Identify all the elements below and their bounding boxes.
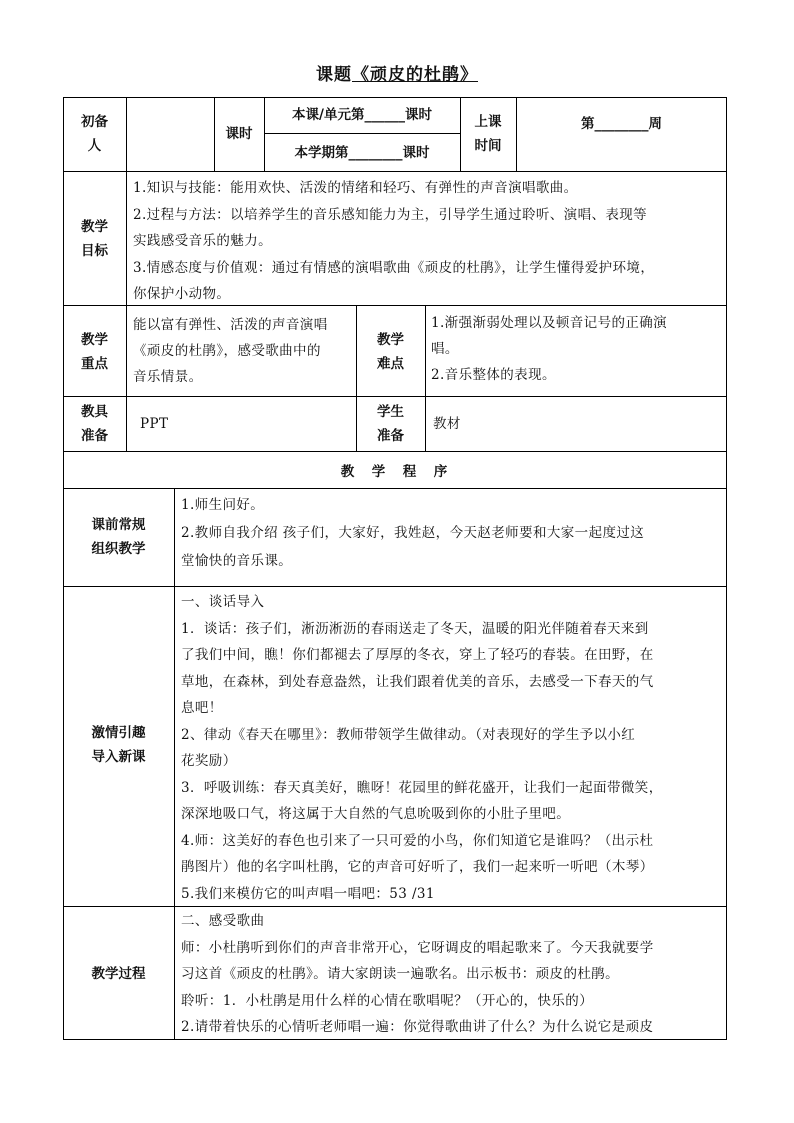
student-materials-value: 教材	[433, 416, 461, 432]
teacher-materials-value: PPT	[140, 416, 169, 432]
row-divider	[63, 488, 727, 489]
objectives-label: 教学 目标	[81, 219, 108, 259]
objectives-text: 1.知识与技能：能用欢快、活泼的情绪和轻巧、有弹性的声音演唱歌曲。 2.过程与方法：以培养学生的音乐感知能力为主，引导学生通过聆听、演唱、表现等 实践感受音乐的魅力。 3.情感态度与价值观：通过有情感的演唱歌曲《顽皮的杜鹃》，让学生懂得爱护环境， 你保护小动物。	[133, 180, 655, 302]
focus-label: 教学 重点	[81, 332, 108, 372]
page-title	[0, 60, 794, 85]
term-period: 本学期第________课时	[294, 145, 430, 161]
title-name: 《顽皮的杜鹃》	[352, 65, 478, 85]
section-text: 一、谈话导入 1．谈话：孩子们，淅沥淅沥的春雨送走了冬天，温暖的阳光伴随着春天来到 了我们中间，瞧！你们都褪去了厚厚的冬衣，穿上了轻巧的春装。在田野，在 草地，在森林，到处春意盎然，让我们跟着优美的音乐，去感受一下春天的气 息吧！ 2、律动《春天在哪里》：教师带领学生做律动。（对表现好的学生予以小红 花奖励） 3．呼吸训练：春天真美好，瞧呀！花园里的鲜花盛开，让我们一起面带微笑， 深深地吸口气，将这属于大自然的气息吮吸到你的小肚子里吧。 4.师：这美好的春色也引来了一只可爱的小鸟，你们知道它是谁吗？（出示杜 鹃图片）他的名字叫杜鹃，它的声音可好听了，我们一起来听一听吧（木琴） 5.我们来模仿它的叫声唱一唱吧：53 /31	[181, 594, 663, 902]
focus-text: 能以富有弹性、活泼的声音演唱 《顽皮的杜鹃》，感受歌曲中的 音乐情景。	[133, 317, 328, 385]
preparer-label: 初备 人	[81, 114, 108, 154]
row-divider	[63, 451, 727, 452]
week-field: 第________周	[581, 116, 662, 132]
unit-period: 本课/单元第______课时	[292, 107, 432, 123]
row-divider	[264, 133, 460, 134]
col-divider	[425, 305, 426, 451]
section-label: 激情引趣 导入新课	[91, 725, 146, 765]
title-prefix: 课题	[316, 65, 352, 85]
difficulty-label: 教学 难点	[377, 332, 404, 372]
section-label: 教学过程	[91, 966, 146, 982]
teacher-materials-label: 教具 准备	[81, 404, 108, 444]
row-divider	[63, 586, 727, 587]
col-divider	[174, 488, 175, 1040]
section-text: 二、感受歌曲 师：小杜鹃听到你们的声音非常开心，它呀调皮的唱起歌来了。今天我就要学 习这首《顽皮的杜鹃》。请大家朗读一遍歌名。出示板书：顽皮的杜鹃。 聆听：1．小杜鹃是用什么样的心情在歌唱呢？（开心的，快乐的） 2.请带着快乐的心情听老师唱一遍：你觉得歌曲讲了什么？为什么说它是顽皮	[181, 913, 654, 1035]
class-time-label: 上课 时间	[474, 114, 502, 154]
difficulty-text: 1.渐强渐弱处理以及顿音记号的正确演 唱。 2.音乐整体的表现。	[431, 315, 668, 383]
col-divider	[126, 97, 127, 451]
student-materials-label: 学生 准备	[377, 404, 404, 444]
program-heading: 教 学 程 序	[340, 464, 450, 480]
row-divider	[63, 171, 727, 172]
period-label: 课时	[225, 126, 253, 142]
section-label: 课前常规 组织教学	[91, 517, 146, 557]
section-text: 1.师生问好。 2.教师自我介绍 孩子们，大家好，我姓赵，今天赵老师要和大家一起度过这 堂愉快的音乐课。	[181, 497, 645, 569]
row-divider	[63, 396, 727, 397]
